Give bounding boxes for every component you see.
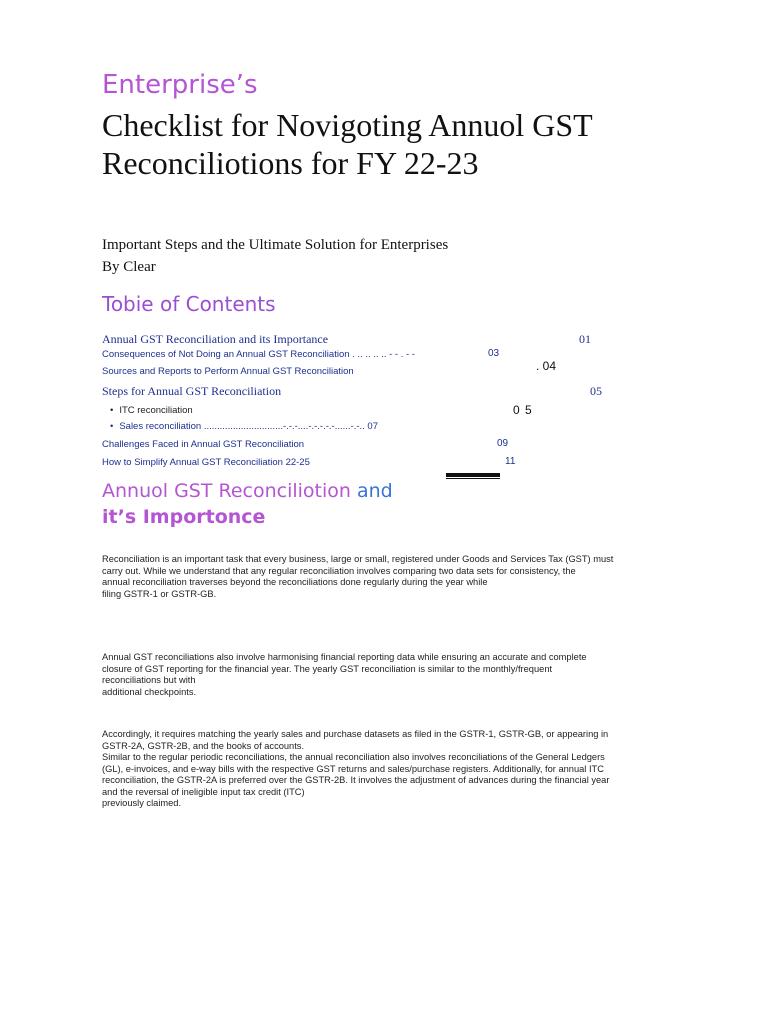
paragraph-3 [102,729,682,810]
bullet-icon: • [110,405,114,416]
title-line-1: Checklist for Novigoting Annuol GST [102,107,593,143]
subtitle-line-1: Important Steps and the Ultimate Solution for Enterprises [102,237,449,253]
toc-item-4-label[interactable]: Steps for Annual GST Reconciliation [102,384,282,398]
paragraph-line: (GL), e-invoices, and e-way bills with the respective GST returns and sales/purchase registers. Additionally, for annual ITC [102,763,604,774]
document-title [102,106,593,182]
document-subtitle [102,234,448,278]
toc-item-7-label[interactable]: Challenges Faced in Annual GST Reconciliation [102,439,305,450]
toc-item-4-page: 05 [590,384,602,398]
toc-item-5-label: ITC reconciliation [119,405,193,416]
title-line-2: Reconciliotions for FY 22-23 [102,145,479,181]
divider-line-thin [446,478,500,479]
toc-item-1-label[interactable]: Annual GST Reconciliation and its Importance [102,332,329,346]
toc-item-3-page: . 04 [536,359,557,373]
brand-title: Enterprise’s [102,70,258,100]
section-heading-part-1: Annuol GST Reconciliotion [102,480,351,502]
toc-item-6-label: Sales reconciliation ..............................-.-.-....-.-.-.-.-......-.-.. 07 [119,421,378,432]
paragraph-line: Annual GST reconciliations also involve harmonising financial reporting data while ensuring an accurate and complete [102,652,587,662]
section-heading-line-1 [102,478,393,504]
paragraph-line: and the reversal of ineligible input tax credit (ITC) [102,786,305,797]
toc-subitem-sales[interactable] [110,421,378,432]
section-heading-line-2: it’s Importonce [102,506,266,528]
toc-item-5-page: 0 5 [513,403,533,417]
author-line: By Clear [102,259,156,275]
paragraph-line: additional checkpoints. [102,686,197,697]
paragraph-line: reconciliations but with [102,675,196,685]
paragraph-line: Similar to the regular periodic reconciliations, the annual reconciliation also involves reconciliations of the General Ledgers [102,752,605,762]
section-heading-part-2: and [357,480,393,502]
paragraph-line: GSTR-2A, GSTR-2B, and the books of accounts. [102,740,305,751]
toc-item-2-label[interactable]: Consequences of Not Doing an Annual GST Reconciliation . .. .. .. .. - - . - - [102,349,415,360]
paragraph-line: closure of GST reporting for the financial year. The yearly GST reconciliation is similar to the monthly/frequent [102,663,553,674]
paragraph-line: filing GSTR-1 or GSTR-GB. [102,588,217,599]
toc-subitem-itc[interactable] [110,405,193,416]
paragraph-line: carry out. While we understand that any regular reconciliation involves comparing two data sets for consistency, the [102,565,576,576]
toc-item-7-page: 09 [497,438,509,449]
divider-line [446,473,500,477]
paragraph-1 [102,554,682,600]
toc-item-2-page: 03 [488,348,500,359]
paragraph-line: Accordingly, it requires matching the yearly sales and purchase datasets as filed in the GSTR-1, GSTR-GB, or appearing in [102,729,609,739]
toc-heading: Tobie of Contents [102,292,276,316]
paragraph-line: Reconciliation is an important task that every business, large or small, registered under Goods and Services Tax (GST) must [102,554,614,564]
toc-item-3-label[interactable]: Sources and Reports to Perform Annual GST Reconciliation [102,366,354,377]
paragraph-line: reconciliation, the GSTR-2A is preferred over the GSTR-2B. It involves the adjustment of advances during the financial year [102,775,610,785]
paragraph-line: previously claimed. [102,798,182,808]
section-heading [102,478,393,530]
bullet-icon: • [110,421,114,432]
toc-item-1-page: 01 [579,332,591,346]
toc-item-8-label[interactable]: How to Simplify Annual GST Reconciliation 22-25 [102,457,310,468]
toc-item-8-page: 11 [505,456,516,467]
paragraph-2 [102,652,682,698]
paragraph-line: annual reconciliation traverses beyond the reconciliations done regularly during the year while [102,577,488,587]
